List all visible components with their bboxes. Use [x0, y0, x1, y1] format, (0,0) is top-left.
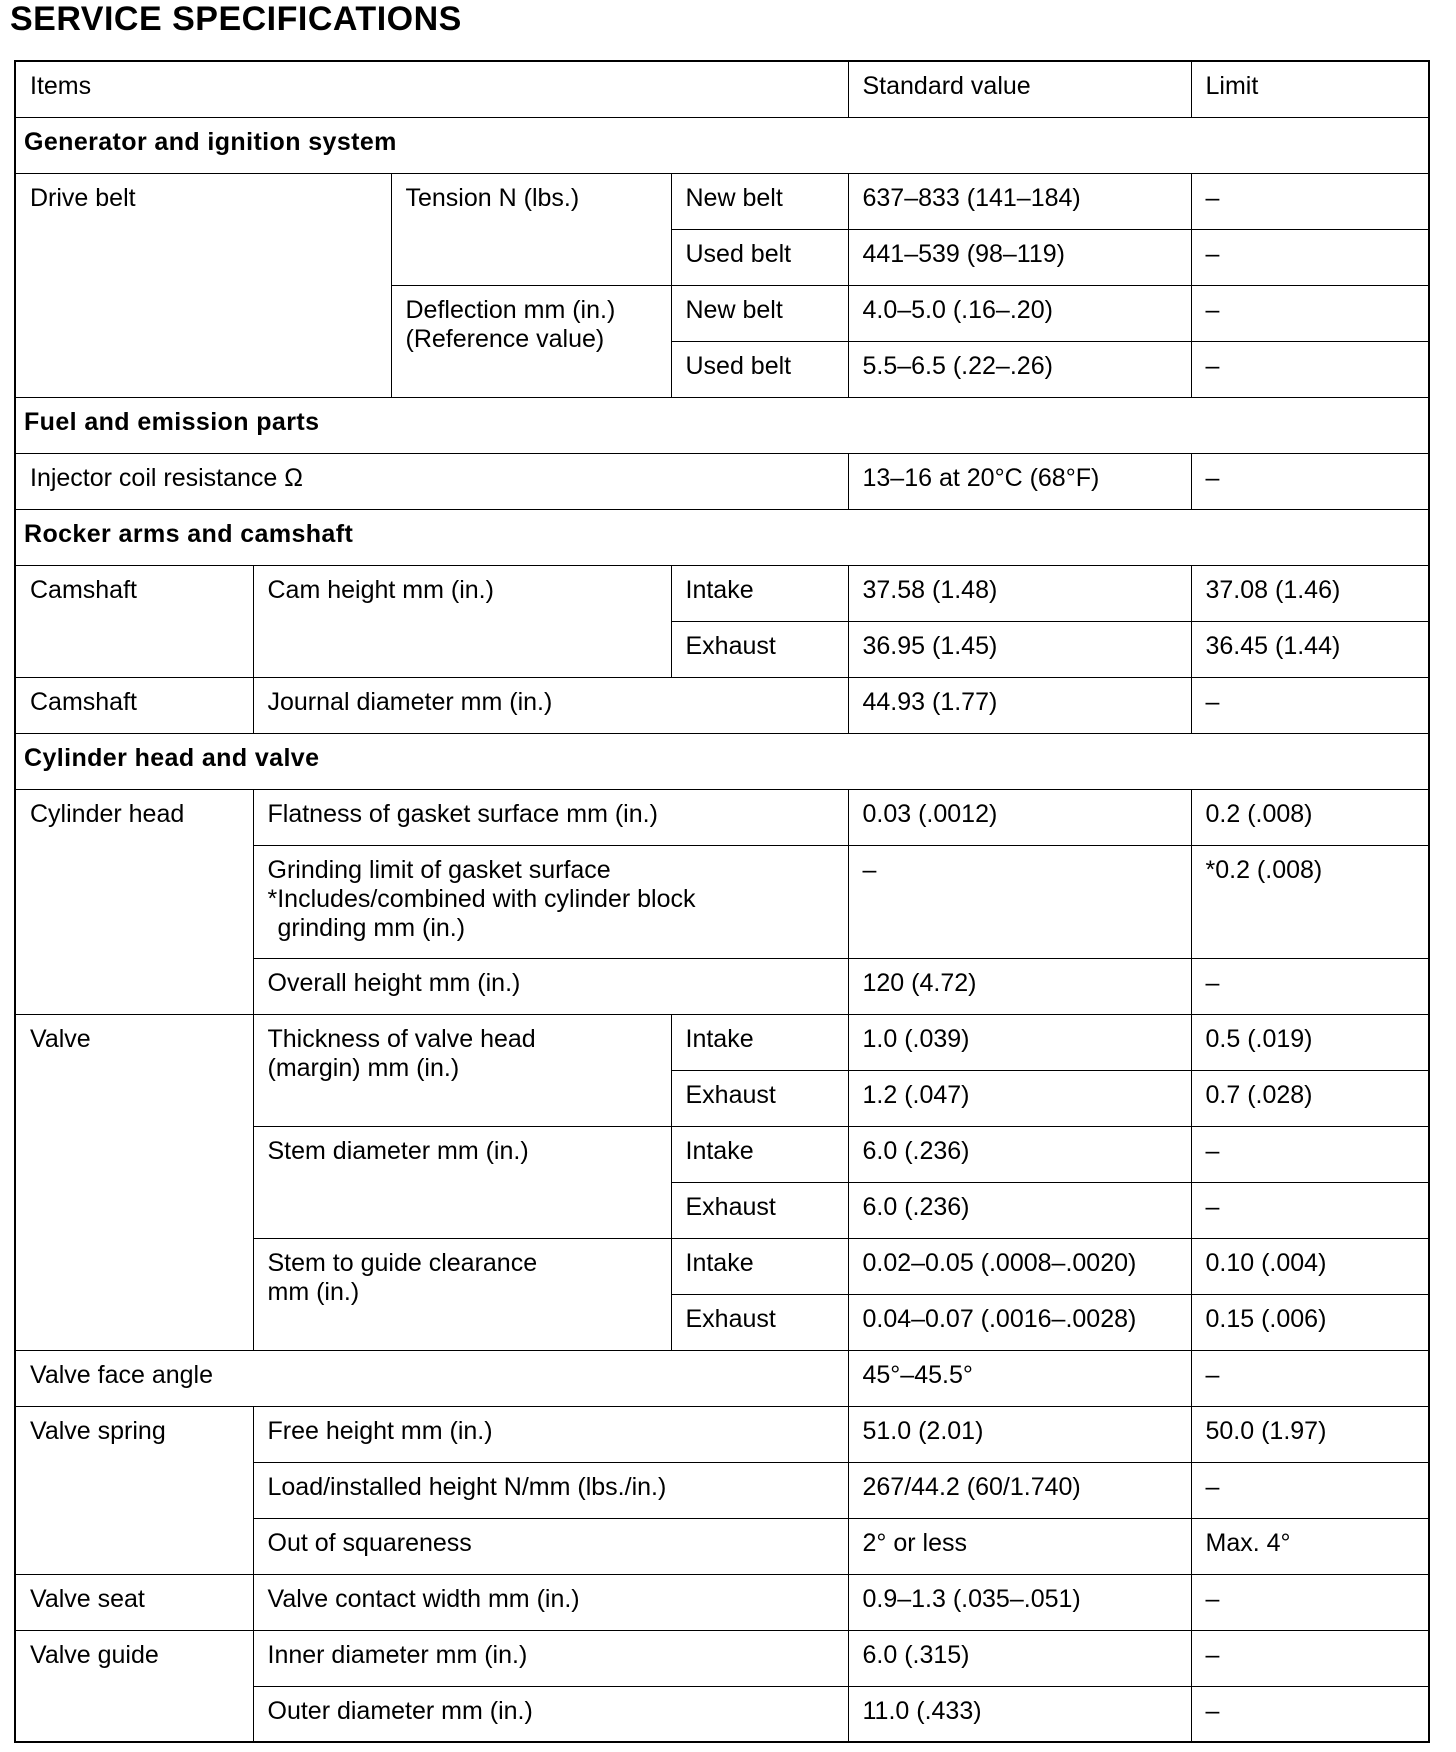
- sub-stem-guide-clearance: [253, 1238, 671, 1350]
- thickness-line-1: Thickness of valve head: [267, 1024, 536, 1053]
- item-camshaft: Camshaft: [15, 565, 253, 677]
- table-row: [15, 789, 1429, 845]
- value-cell: 637–833 (141–184): [848, 173, 1191, 229]
- sub-cam-height: Cam height mm (in.): [253, 565, 671, 677]
- limit-cell: –: [1191, 1630, 1429, 1686]
- limit-cell: Max. 4°: [1191, 1518, 1429, 1574]
- table-row: [15, 1574, 1429, 1630]
- value-cell: 1.2 (.047): [848, 1070, 1191, 1126]
- table-row: [15, 565, 1429, 621]
- table-row: [15, 453, 1429, 509]
- clearance-line-2: mm (in.): [267, 1277, 360, 1306]
- section-row: [15, 509, 1429, 565]
- limit-cell: –: [1191, 229, 1429, 285]
- value-cell: 0.02–0.05 (.0008–.0020): [848, 1238, 1191, 1294]
- service-specifications-table: [14, 60, 1430, 1743]
- value-cell: –: [848, 845, 1191, 958]
- limit-cell: 0.7 (.028): [1191, 1070, 1429, 1126]
- limit-cell: –: [1191, 677, 1429, 733]
- limit-cell: –: [1191, 958, 1429, 1014]
- value-cell: 441–539 (98–119): [848, 229, 1191, 285]
- section-generator: Generator and ignition system: [15, 117, 1429, 173]
- item-injector: Injector coil resistance Ω: [15, 453, 848, 509]
- thickness-line-2: (margin) mm (in.): [267, 1053, 460, 1082]
- value-cell: 0.9–1.3 (.035–.051): [848, 1574, 1191, 1630]
- sub-flatness: Flatness of gasket surface mm (in.): [253, 789, 848, 845]
- sub-deflection: [391, 285, 671, 397]
- header-standard-value: Standard value: [848, 61, 1191, 117]
- item-valve-seat: Valve seat: [15, 1574, 253, 1630]
- section-row: [15, 397, 1429, 453]
- table-row: [15, 1406, 1429, 1462]
- sub-overall-height: Overall height mm (in.): [253, 958, 848, 1014]
- sub-tension: Tension N (lbs.): [391, 173, 671, 285]
- item-drive-belt: Drive belt: [15, 173, 391, 397]
- value-cell: 37.58 (1.48): [848, 565, 1191, 621]
- value-cell: 44.93 (1.77): [848, 677, 1191, 733]
- cond-intake: Intake: [671, 565, 848, 621]
- limit-cell: 0.10 (.004): [1191, 1238, 1429, 1294]
- cond-intake: Intake: [671, 1238, 848, 1294]
- value-cell: 13–16 at 20°C (68°F): [848, 453, 1191, 509]
- value-cell: 6.0 (.236): [848, 1126, 1191, 1182]
- item-cylinder-head: Cylinder head: [15, 789, 253, 1014]
- cond-used-belt: Used belt: [671, 229, 848, 285]
- table-row: [15, 173, 1429, 229]
- grinding-line-2: *Includes/combined with cylinder block: [267, 884, 696, 913]
- sub-free-height: Free height mm (in.): [253, 1406, 848, 1462]
- sub-stem-diameter: Stem diameter mm (in.): [253, 1126, 671, 1238]
- sub-grinding-limit: [253, 845, 848, 958]
- cond-exhaust: Exhaust: [671, 1294, 848, 1350]
- cond-intake: Intake: [671, 1014, 848, 1070]
- limit-cell: –: [1191, 1350, 1429, 1406]
- sub-deflection-line-2: (Reference value): [405, 324, 605, 353]
- cond-new-belt: New belt: [671, 285, 848, 341]
- limit-cell: 0.2 (.008): [1191, 789, 1429, 845]
- item-valve: Valve: [15, 1014, 253, 1350]
- cond-new-belt: New belt: [671, 173, 848, 229]
- section-cylinder: Cylinder head and valve: [15, 733, 1429, 789]
- value-cell: 36.95 (1.45): [848, 621, 1191, 677]
- limit-cell: *0.2 (.008): [1191, 845, 1429, 958]
- header-limit: Limit: [1191, 61, 1429, 117]
- limit-cell: –: [1191, 1462, 1429, 1518]
- limit-cell: –: [1191, 173, 1429, 229]
- value-cell: 5.5–6.5 (.22–.26): [848, 341, 1191, 397]
- sub-inner-diameter: Inner diameter mm (in.): [253, 1630, 848, 1686]
- cond-exhaust: Exhaust: [671, 621, 848, 677]
- table-header-row: [15, 61, 1429, 117]
- value-cell: 4.0–5.0 (.16–.20): [848, 285, 1191, 341]
- cond-used-belt: Used belt: [671, 341, 848, 397]
- limit-cell: 37.08 (1.46): [1191, 565, 1429, 621]
- value-cell: 0.04–0.07 (.0016–.0028): [848, 1294, 1191, 1350]
- limit-cell: –: [1191, 285, 1429, 341]
- value-cell: 6.0 (.315): [848, 1630, 1191, 1686]
- cond-exhaust: Exhaust: [671, 1070, 848, 1126]
- page-title: SERVICE SPECIFICATIONS: [10, 0, 462, 38]
- limit-cell: 0.5 (.019): [1191, 1014, 1429, 1070]
- sub-thickness: [253, 1014, 671, 1126]
- sub-deflection-line-1: Deflection mm (in.): [405, 295, 616, 324]
- item-valve-face-angle: Valve face angle: [15, 1350, 848, 1406]
- table-row: [15, 677, 1429, 733]
- limit-cell: –: [1191, 453, 1429, 509]
- limit-cell: 36.45 (1.44): [1191, 621, 1429, 677]
- cond-intake: Intake: [671, 1126, 848, 1182]
- item-camshaft: Camshaft: [15, 677, 253, 733]
- value-cell: 0.03 (.0012): [848, 789, 1191, 845]
- limit-cell: –: [1191, 341, 1429, 397]
- value-cell: 2° or less: [848, 1518, 1191, 1574]
- section-fuel: Fuel and emission parts: [15, 397, 1429, 453]
- table-row: [15, 1350, 1429, 1406]
- sub-load-installed-height: Load/installed height N/mm (lbs./in.): [253, 1462, 848, 1518]
- value-cell: 45°–45.5°: [848, 1350, 1191, 1406]
- sub-outer-diameter: Outer diameter mm (in.): [253, 1686, 848, 1742]
- grinding-line-1: Grinding limit of gasket surface: [267, 855, 611, 884]
- sub-valve-contact-width: Valve contact width mm (in.): [253, 1574, 848, 1630]
- limit-cell: 0.15 (.006): [1191, 1294, 1429, 1350]
- value-cell: 11.0 (.433): [848, 1686, 1191, 1742]
- cond-exhaust: Exhaust: [671, 1182, 848, 1238]
- header-items: Items: [15, 61, 848, 117]
- value-cell: 6.0 (.236): [848, 1182, 1191, 1238]
- value-cell: 267/44.2 (60/1.740): [848, 1462, 1191, 1518]
- section-rocker: Rocker arms and camshaft: [15, 509, 1429, 565]
- limit-cell: 50.0 (1.97): [1191, 1406, 1429, 1462]
- section-row: [15, 733, 1429, 789]
- table-row: [15, 1630, 1429, 1686]
- limit-cell: –: [1191, 1574, 1429, 1630]
- value-cell: 120 (4.72): [848, 958, 1191, 1014]
- value-cell: 1.0 (.039): [848, 1014, 1191, 1070]
- limit-cell: –: [1191, 1126, 1429, 1182]
- clearance-line-1: Stem to guide clearance: [267, 1248, 538, 1277]
- grinding-line-3: grinding mm (in.): [277, 913, 466, 942]
- value-cell: 51.0 (2.01): [848, 1406, 1191, 1462]
- section-row: [15, 117, 1429, 173]
- sub-journal-diameter: Journal diameter mm (in.): [253, 677, 848, 733]
- item-valve-spring: Valve spring: [15, 1406, 253, 1574]
- limit-cell: –: [1191, 1182, 1429, 1238]
- limit-cell: –: [1191, 1686, 1429, 1742]
- table-row: [15, 1014, 1429, 1070]
- sub-out-of-squareness: Out of squareness: [253, 1518, 848, 1574]
- item-valve-guide: Valve guide: [15, 1630, 253, 1742]
